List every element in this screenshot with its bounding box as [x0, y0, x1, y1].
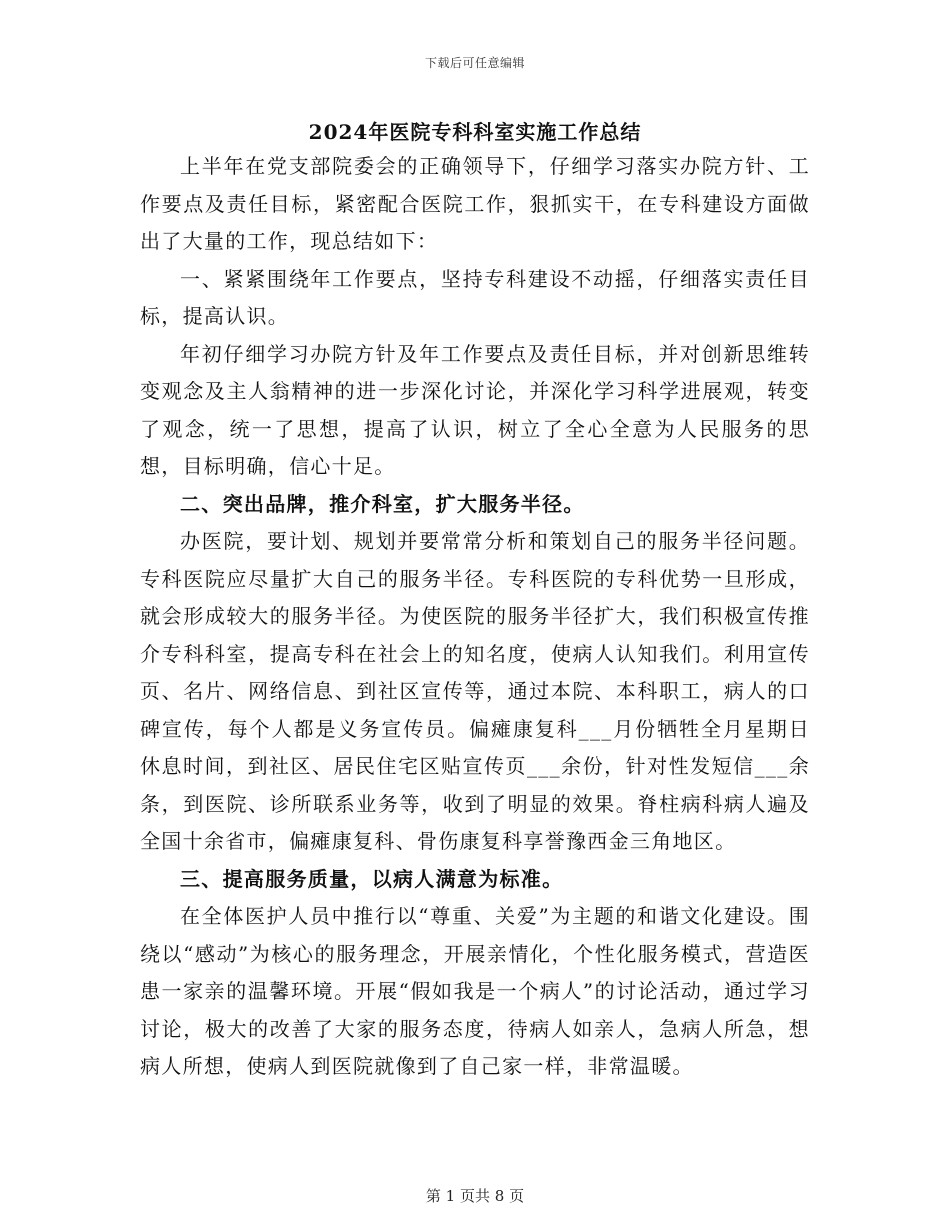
section-heading-2: 二、突出品牌，推介科室，扩大服务半径。 [180, 491, 585, 516]
paragraph-section-3: 在全体医护人员中推行以“尊重、关爱”为主题的和谐文化建设。围绕以“感动”为核心的服务理念，开展亲情化，个性化服务模式，营造医患一家亲的温馨环境。开展“假如我是一个病人”的讨论活动，通过学习讨论，极大的改善了大家的服务态度，待病人如亲人，急病人所急，想病人所想，使病人到医院就像到了自己家一样，非常温暖。 [140, 904, 810, 1078]
section-heading-3: 三、提高服务质量，以病人满意为标准。 [180, 866, 564, 891]
download-note: 下载后可任意编辑 [424, 56, 525, 70]
paragraph-section-2: 办医院，要计划、规划并要常常分析和策划自己的服务半径问题。专科医院应尽量扩大自己的服务半径。专科医院的专科优势一旦形成，就会形成较大的服务半径。为使医院的服务半径扩大，我们积极宣传推介专科科室，提高专科在社会上的知名度，使病人认知我们。利用宣传页、名片、网络信息、到社区宣传等，通过本院、本科职工，病人的口碑宣传，每个人都是义务宣传员。偏瘫康复科___月份牺牲全月星期日休息时间，到社区、居民住宅区贴宣传页___余份，针对性发短信___余条，到医院、诊所联系业务等，收到了明显的效果。脊柱病科病人遍及全国十余省市，偏瘫康复科、骨伤康复科享誉豫西金三角地区。 [140, 529, 810, 853]
page-number: 第 1 页共 8 页 [425, 1187, 525, 1205]
section-heading-1: 一、紧紧围绕年工作要点，坚持专科建设不动摇，仔细落实责任目标，提高认识。 [140, 266, 810, 328]
document-body [140, 148, 810, 1086]
paragraph-intro: 上半年在党支部院委会的正确领导下，仔细学习落实办院方针、工作要点及责任目标，紧密配合医院工作，狠抓实干，在专科建设方面做出了大量的工作，现总结如下： [140, 154, 810, 253]
paragraph-section-1: 年初仔细学习办院方针及年工作要点及责任目标，并对创新思维转变观念及主人翁精神的进一步深化讨论，并深化学习科学进展观，转变了观念，统一了思想，提高了认识，树立了全心全意为人民服务的思想，目标明确，信心十足。 [140, 341, 810, 478]
document-title: 2024年医院专科科室实施工作总结 [308, 120, 642, 144]
